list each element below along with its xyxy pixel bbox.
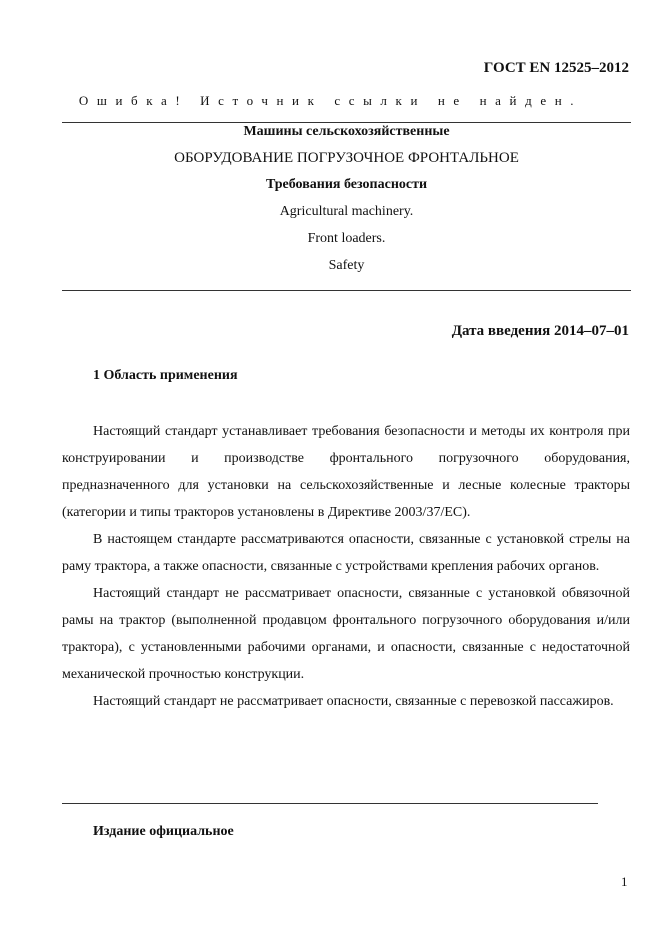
footer-divider xyxy=(62,803,598,804)
title-divider xyxy=(62,290,631,291)
title-line-3: Требования безопасности xyxy=(265,177,428,192)
section-body xyxy=(62,418,630,715)
paragraph: Настоящий стандарт не рассматривает опасности, связанные с установкой обвязочной рамы на трактор (выполненной продавцом фронтального погрузочного оборудования и/или трактора), с установленными рабочими органами, и опасности, связанные с недостаточной механической прочностью конструкции. xyxy=(62,586,630,682)
introduction-date: Дата введения 2014–07–01 xyxy=(451,323,629,339)
title-line-1: Машины сельскохозяйственные xyxy=(243,124,450,139)
english-title-line-3: Safety xyxy=(328,258,365,273)
top-divider xyxy=(62,122,631,123)
section-heading: 1 Область применения xyxy=(93,368,238,383)
english-title-line-1: Agricultural machinery. xyxy=(279,204,414,219)
page-number: 1 xyxy=(621,874,628,889)
english-title-line-2: Front loaders. xyxy=(307,231,386,246)
paragraph: Настоящий стандарт не рассматривает опасности, связанные с перевозкой пассажиров. xyxy=(93,694,614,709)
standard-code: ГОСТ EN 12525–2012 xyxy=(483,60,629,76)
paragraph: В настоящем стандарте рассматриваются опасности, связанные с установкой стрелы на раму трактора, а также опасности, связанные с устройствами крепления рабочих органов. xyxy=(62,532,630,574)
reference-error-text: Ошибка! Источник ссылки не найден. xyxy=(78,93,583,108)
official-edition-label: Издание официальное xyxy=(93,824,234,839)
title-line-2: ОБОРУДОВАНИЕ ПОГРУЗОЧНОЕ ФРОНТАЛЬНОЕ xyxy=(174,150,519,166)
paragraph: Настоящий стандарт устанавливает требования безопасности и методы их контроля при конструировании и производстве фронтального погрузочного оборудования, предназначенного для установки на сельскохозяйственные и лесные колесные тракторы (категории и типы тракторов установлены в Директиве 2003/37/ЕС). xyxy=(62,424,630,520)
